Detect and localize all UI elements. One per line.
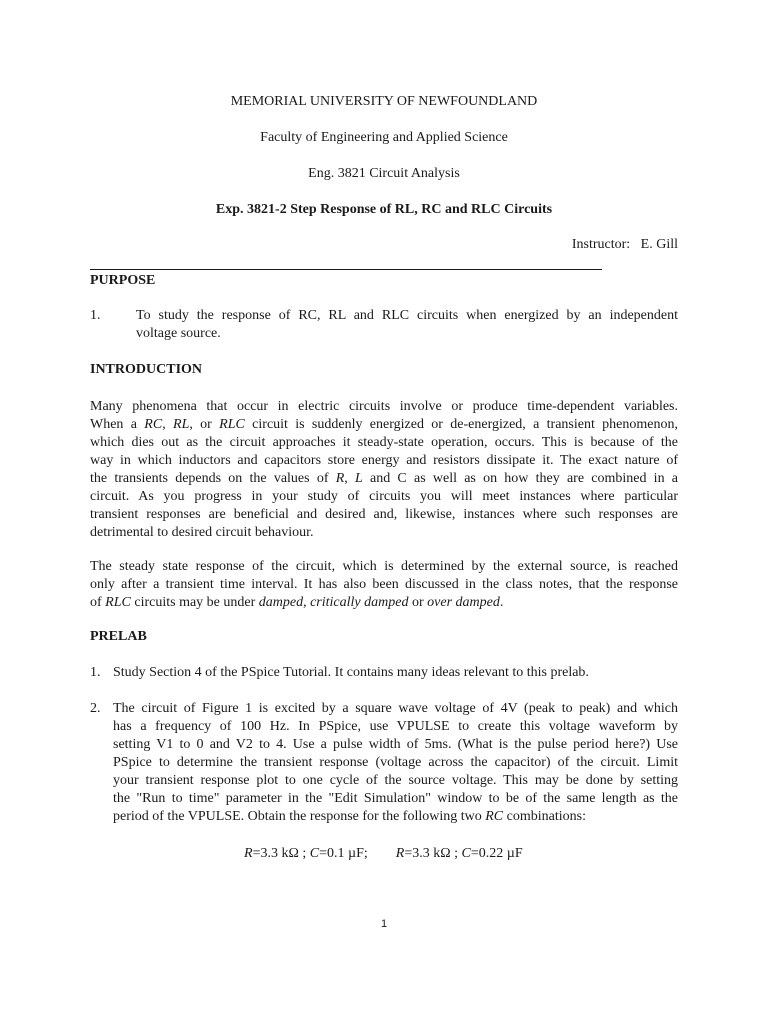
prelab-item-1-text: Study Section 4 of the PSpice Tutorial. It contains many ideas relevant to this prelab. [113,665,589,680]
purpose-item-text: To study the response of RC, RL and RLC circuits when energized by an independent voltage source. [136,308,678,341]
prelab-heading: PRELAB [90,629,147,644]
purpose-item-number: 1. [90,308,101,323]
instructor-line: Instructor: E. Gill [571,237,678,252]
prelab-item-1-number: 1. [90,665,101,680]
prelab-item-2-number: 2. [90,701,101,716]
experiment-title: Exp. 3821-2 Step Response of RL, RC and RLC Circuits [215,202,553,217]
introduction-paragraph-2: The steady state response of the circuit, which is determined by the external source, is reached only after a transient time interval. It has also been discussed in the class notes, that the response of RLC circuits may be under damped, critically damped or over damped. [90,559,678,610]
prelab-item-2-text: The circuit of Figure 1 is excited by a square wave voltage of 4V (peak to peak) and which has a frequency of 100 Hz. In PSpice, use VPULSE to create this voltage waveform by setting V1 to 0 and V2 to 4. Use a pulse width of 5ms. (What is the pulse period here?) Use PSpice to determine the transient response (voltage across the capacitor) of the circuit. Limit your transient response plot to one cycle of the source voltage. This may be done by setting the "Run to time" parameter in the "Edit Simulation" window to be of the same length as the period of the VPULSE. Obtain the response for the following two RC combinations: [113,701,678,824]
course-title: Eng. 3821 Circuit Analysis [308,166,460,181]
purpose-heading: PURPOSE [90,273,156,288]
introduction-paragraph-1: Many phenomena that occur in electric circuits involve or produce time-dependent variables. When a RC, RL, or RLC circuit is suddenly energized or de-energized, a transient phenomenon, which dies out as the circuit approaches it steady-state operation, occurs. This is because of the way in which inductors and capacitors store energy and resistors dissipate it. The exact nature of the transients depends on the values of R, L and C as well as on how they are combined in a circuit. As you progress in your study of circuits you will meet instances where particular transient responses are beneficial and desired and, likewise, instances where such responses are detrimental to desired circuit behaviour. [90,399,678,540]
faculty-name: Faculty of Engineering and Applied Science [260,130,508,145]
page-number: 1 [380,918,388,930]
rc-combinations-equation: R=3.3 kΩ ; C=0.1 µF; R=3.3 kΩ ; C=0.22 µF [244,846,523,861]
header-divider [90,269,602,270]
introduction-heading: INTRODUCTION [90,362,203,377]
university-name: MEMORIAL UNIVERSITY OF NEWFOUNDLAND [230,94,538,109]
